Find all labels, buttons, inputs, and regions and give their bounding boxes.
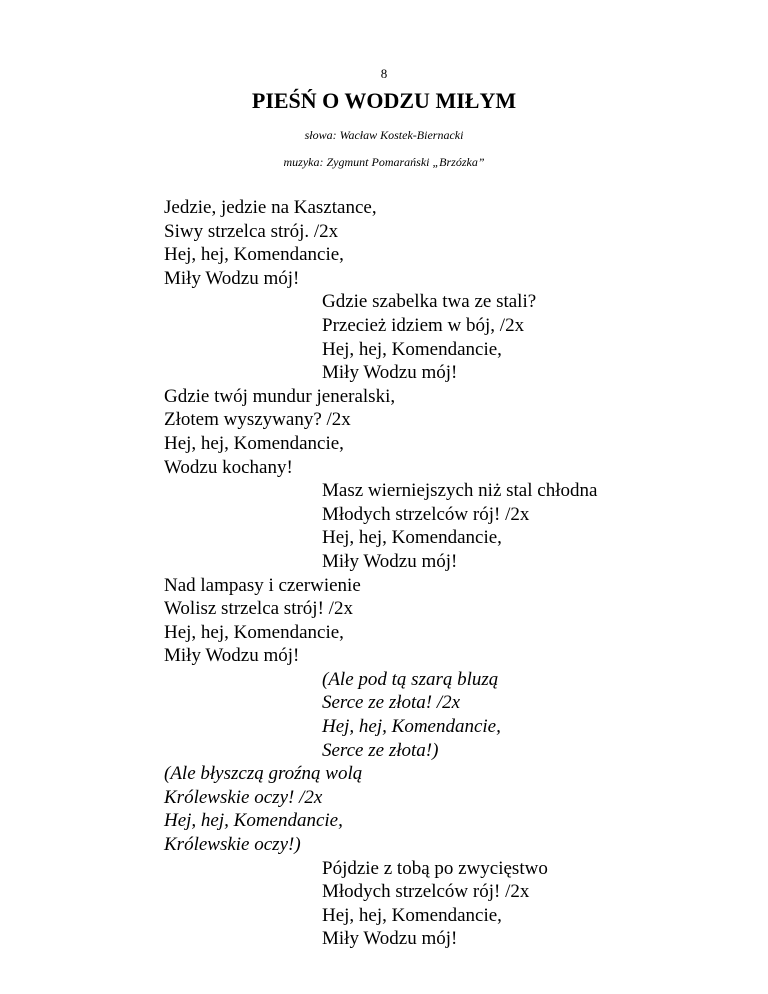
lyric-line: Hej, hej, Komendancie,: [322, 904, 502, 926]
lyric-line: Królewskie oczy!): [164, 834, 301, 856]
stanza-6: [322, 668, 768, 762]
lyric-line: Gdzie szabelka twa ze stali?: [322, 291, 537, 313]
lyric-line: Młodych strzelców rój! /2x: [322, 503, 530, 525]
lyric-line: Młodych strzelców rój! /2x: [322, 881, 530, 903]
lyric-line: Miły Wodzu mój!: [164, 267, 300, 289]
lyric-line: Złotem wyszywany? /2x: [164, 409, 351, 431]
lyric-line: Hej, hej, Komendancie,: [322, 338, 502, 360]
lyric-line: Gdzie twój mundur jeneralski,: [164, 385, 396, 407]
lyric-line: Hej, hej, Komendancie,: [164, 244, 344, 266]
lyric-line: Pójdzie z tobą po zwycięstwo: [322, 857, 548, 879]
lyrics-credit: słowa: Wacław Kostek-Biernacki: [304, 128, 464, 142]
lyric-line: Siwy strzelca strój. /2x: [164, 220, 339, 242]
stanza-7: [164, 762, 768, 856]
stanza-2: [322, 290, 768, 384]
lyric-line: Przecież idziem w bój, /2x: [322, 314, 525, 336]
lyric-line: Królewskie oczy! /2x: [164, 786, 323, 808]
lyric-line: Wodzu kochany!: [164, 456, 293, 478]
lyric-line: Miły Wodzu mój!: [322, 362, 458, 384]
lyric-line: Nad lampasy i czerwienie: [164, 574, 361, 596]
stanza-1: [164, 196, 768, 290]
lyric-line: Serce ze złota!): [322, 739, 439, 761]
stanza-4: [322, 479, 768, 573]
music-credit: muzyka: Zygmunt Pomarański „Brzózka”: [283, 155, 485, 169]
lyric-line: Hej, hej, Komendancie,: [164, 810, 343, 832]
page-number: 8: [380, 66, 388, 81]
lyric-line: (Ale pod tą szarą bluzą: [322, 668, 499, 690]
lyric-line: Miły Wodzu mój!: [164, 645, 300, 667]
lyric-line: (Ale błyszczą groźną wolą: [164, 763, 363, 785]
lyric-line: Wolisz strzelca strój! /2x: [164, 598, 353, 620]
stanza-5: [164, 574, 768, 668]
lyric-line: Miły Wodzu mój!: [322, 928, 458, 950]
lyric-line: Miły Wodzu mój!: [322, 550, 458, 572]
lyric-line: Serce ze złota! /2x: [322, 692, 461, 714]
lyric-line: Masz wierniejszych niż stal chłodna: [322, 480, 598, 502]
stanza-8: [322, 857, 768, 951]
lyric-line: Hej, hej, Komendancie,: [322, 527, 502, 549]
stanza-3: [164, 385, 768, 479]
song-lyrics: [0, 196, 768, 951]
lyric-line: Hej, hej, Komendancie,: [164, 432, 344, 454]
lyric-line: Jedzie, jedzie na Kasztance,: [164, 197, 377, 218]
song-title: PIEŚŃ O WODZU MIŁYM: [251, 88, 517, 113]
lyric-line: Hej, hej, Komendancie,: [164, 621, 344, 643]
lyric-line: Hej, hej, Komendancie,: [322, 716, 501, 738]
